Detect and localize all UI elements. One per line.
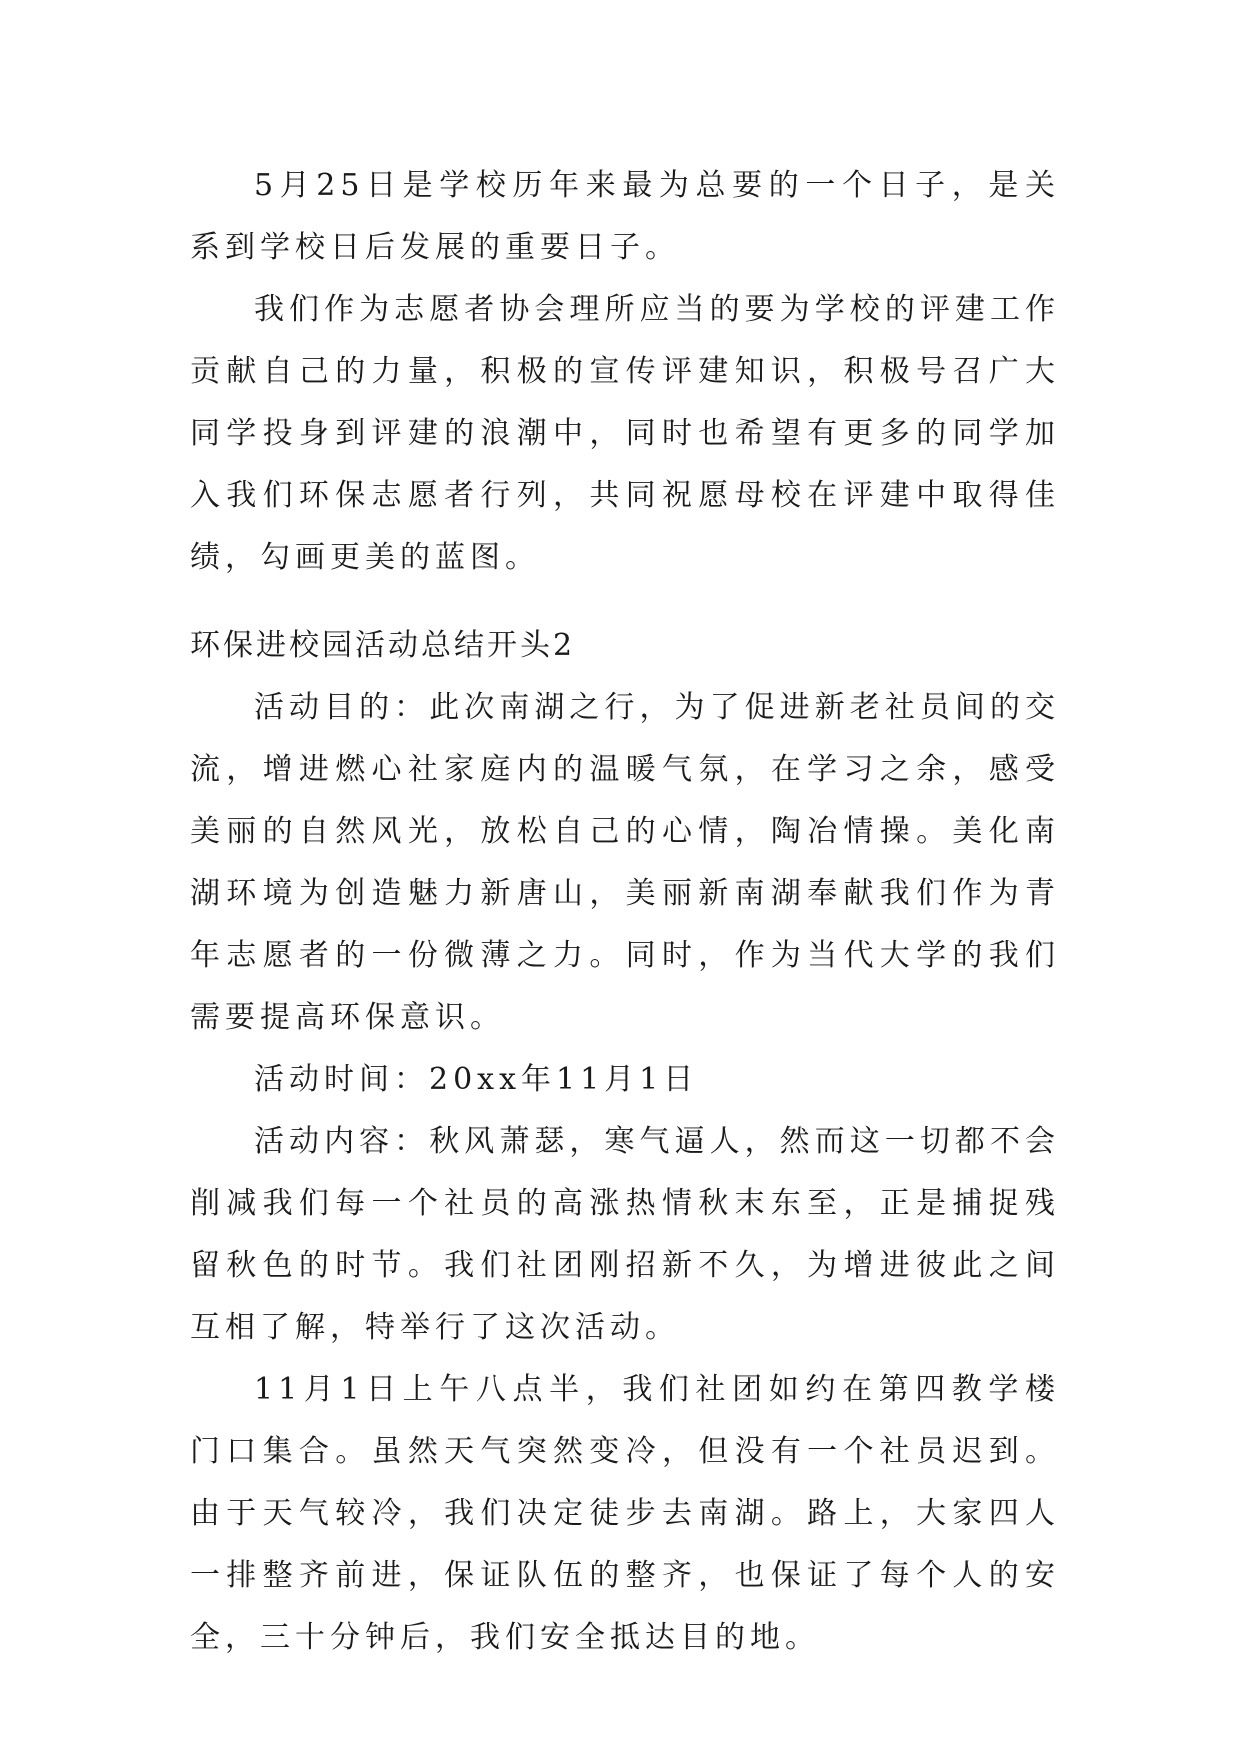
paragraph: 活动目的：此次南湖之行，为了促进新老社员间的交流，增进燃心社家庭内的温暖气氛，在学习之余，感受美丽的自然风光，放松自己的心情，陶冶情操。美化南湖环境为创造魅力新唐山，美丽新南湖奉献我们作为青年志愿者的一份微薄之力。同时，作为当代大学的我们需要提高环保意识。 — [190, 690, 1060, 1035]
section-2 — [190, 615, 1060, 1669]
paragraph: 活动内容：秋风萧瑟，寒气逼人，然而这一切都不会削减我们每一个社员的高涨热情秋末东至，正是捕捉残留秋色的时节。我们社团刚招新不久，为增进彼此之间互相了解，特举行了这次活动。 — [190, 1124, 1060, 1345]
paragraph: 5月25日是学校历年来最为总要的一个日子，是关系到学校日后发展的重要日子。 — [190, 168, 1060, 265]
section-title: 环保进校园活动总结开头2 — [190, 628, 576, 663]
paragraph: 我们作为志愿者协会理所应当的要为学校的评建工作贡献自己的力量，积极的宣传评建知识，积极号召广大同学投身到评建的浪潮中，同时也希望有更多的同学加入我们环保志愿者行列，共同祝愿母校在评建中取得佳绩，勾画更美的蓝图。 — [190, 292, 1060, 575]
section-1 — [190, 155, 1060, 589]
paragraph: 11月1日上午八点半，我们社团如约在第四教学楼门口集合。虽然天气突然变冷，但没有一个社员迟到。由于天气较冷，我们决定徒步去南湖。路上，大家四人一排整齐前进，保证队伍的整齐，也保证了每个人的安全，三十分钟后，我们安全抵达目的地。 — [190, 1372, 1060, 1655]
paragraph: 活动时间：20xx年11月1日 — [254, 1062, 699, 1097]
